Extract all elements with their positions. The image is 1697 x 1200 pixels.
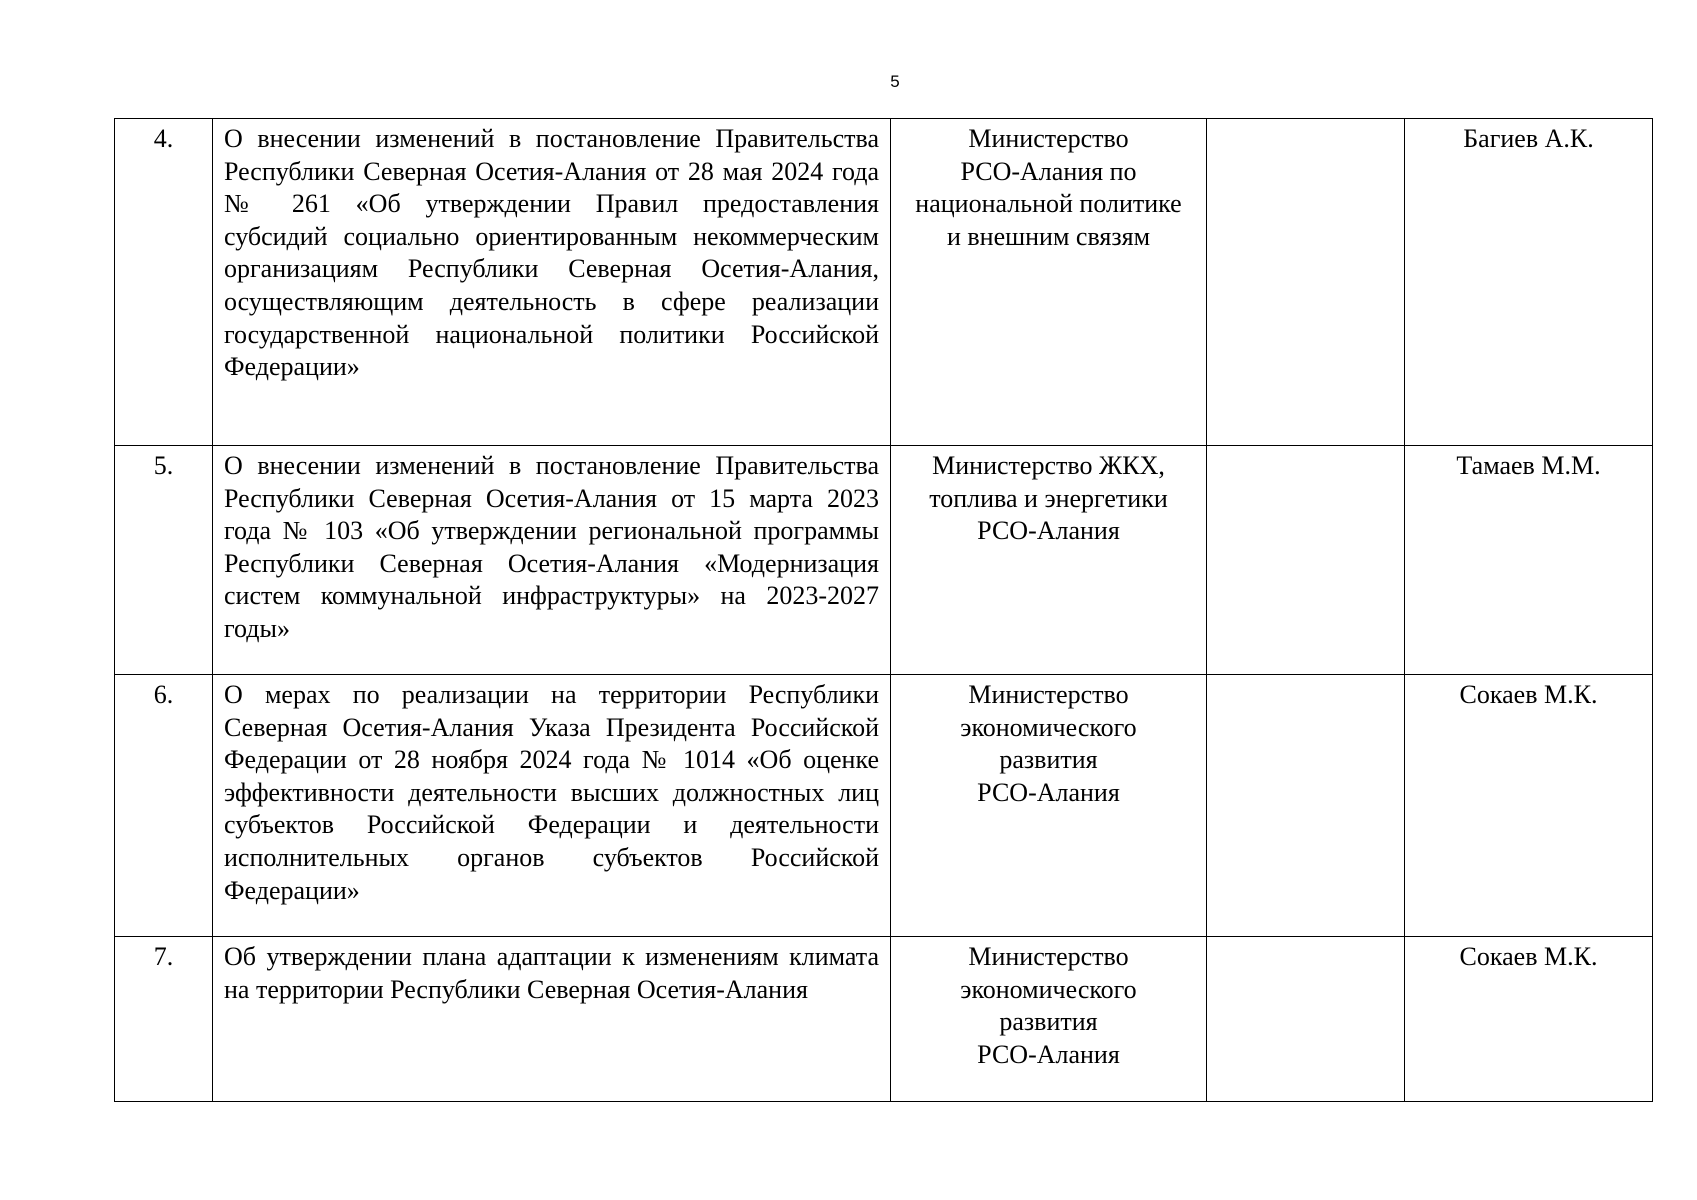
table-row (115, 675, 1653, 937)
table-row (115, 119, 1653, 446)
curator: Багиев А.К. (1405, 119, 1653, 446)
row-number: 6. (115, 675, 213, 937)
page-number: 5 (890, 72, 900, 91)
row-number: 5. (115, 446, 213, 675)
term-cell (1207, 675, 1405, 937)
curator: Тамаев М.М. (1405, 446, 1653, 675)
responsible-line: Министерство (968, 124, 1129, 153)
responsible-line: РСО-Алания (977, 1039, 1120, 1069)
curator: Сокаев М.К. (1405, 937, 1653, 1102)
plan-table (114, 118, 1653, 1102)
responsible-line: Министерство ЖКХ, (932, 451, 1165, 480)
responsible-line: экономического (960, 712, 1137, 742)
responsible-body (891, 446, 1207, 675)
responsible-line: РСО-Алания по (960, 156, 1137, 186)
term-cell (1207, 119, 1405, 446)
responsible-line: экономического (960, 974, 1137, 1004)
term-cell (1207, 937, 1405, 1102)
responsible-line: и внешним связям (946, 221, 1151, 251)
responsible-line: РСО-Алания (977, 516, 1120, 546)
responsible-body (891, 119, 1207, 446)
responsible-body (891, 675, 1207, 937)
responsible-line: Министерство (968, 680, 1129, 709)
responsible-line: Министерство (968, 942, 1129, 971)
row-number: 7. (115, 937, 213, 1102)
row-number: 4. (115, 119, 213, 446)
document-title: О внесении изменений в постановление Правительства Республики Северная Осетия-Алания от 15 марта 2023 года № 103 «Об утверждении региональной программы Республики Северная Осетия-Алания «Модернизация систем коммунальной инфраструктуры» на 2023-2027 годы» (213, 446, 891, 675)
responsible-line: национальной политике (915, 189, 1182, 219)
term-cell (1207, 446, 1405, 675)
responsible-body (891, 937, 1207, 1102)
document-title: Об утверждении плана адаптации к изменениям климата на территории Республики Северная Осетия-Алания (213, 937, 891, 1102)
table-row (115, 937, 1653, 1102)
responsible-line: РСО-Алания (977, 777, 1120, 807)
responsible-line: развития (999, 745, 1098, 775)
table-row (115, 446, 1653, 675)
responsible-line: развития (999, 1007, 1098, 1037)
document-title: О внесении изменений в постановление Правительства Республики Северная Осетия-Алания от 28 мая 2024 года № 261 «Об утверждении Правил предоставления субсидий социально ориентированным некоммерческим организациям Республики Северная Осетия-Алания, осуществляющим деятельность в сфере реализации государственной национальной политики Российской Федерации» (213, 119, 891, 446)
responsible-line: топлива и энергетики (929, 483, 1168, 513)
document-title: О мерах по реализации на территории Республики Северная Осетия-Алания Указа Президента Российской Федерации от 28 ноября 2024 года № 1014 «Об оценке эффективности деятельности высших должностных лиц субъектов Российской Федерации и деятельности исполнительных органов субъектов Российской Федерации» (213, 675, 891, 937)
curator: Сокаев М.К. (1405, 675, 1653, 937)
